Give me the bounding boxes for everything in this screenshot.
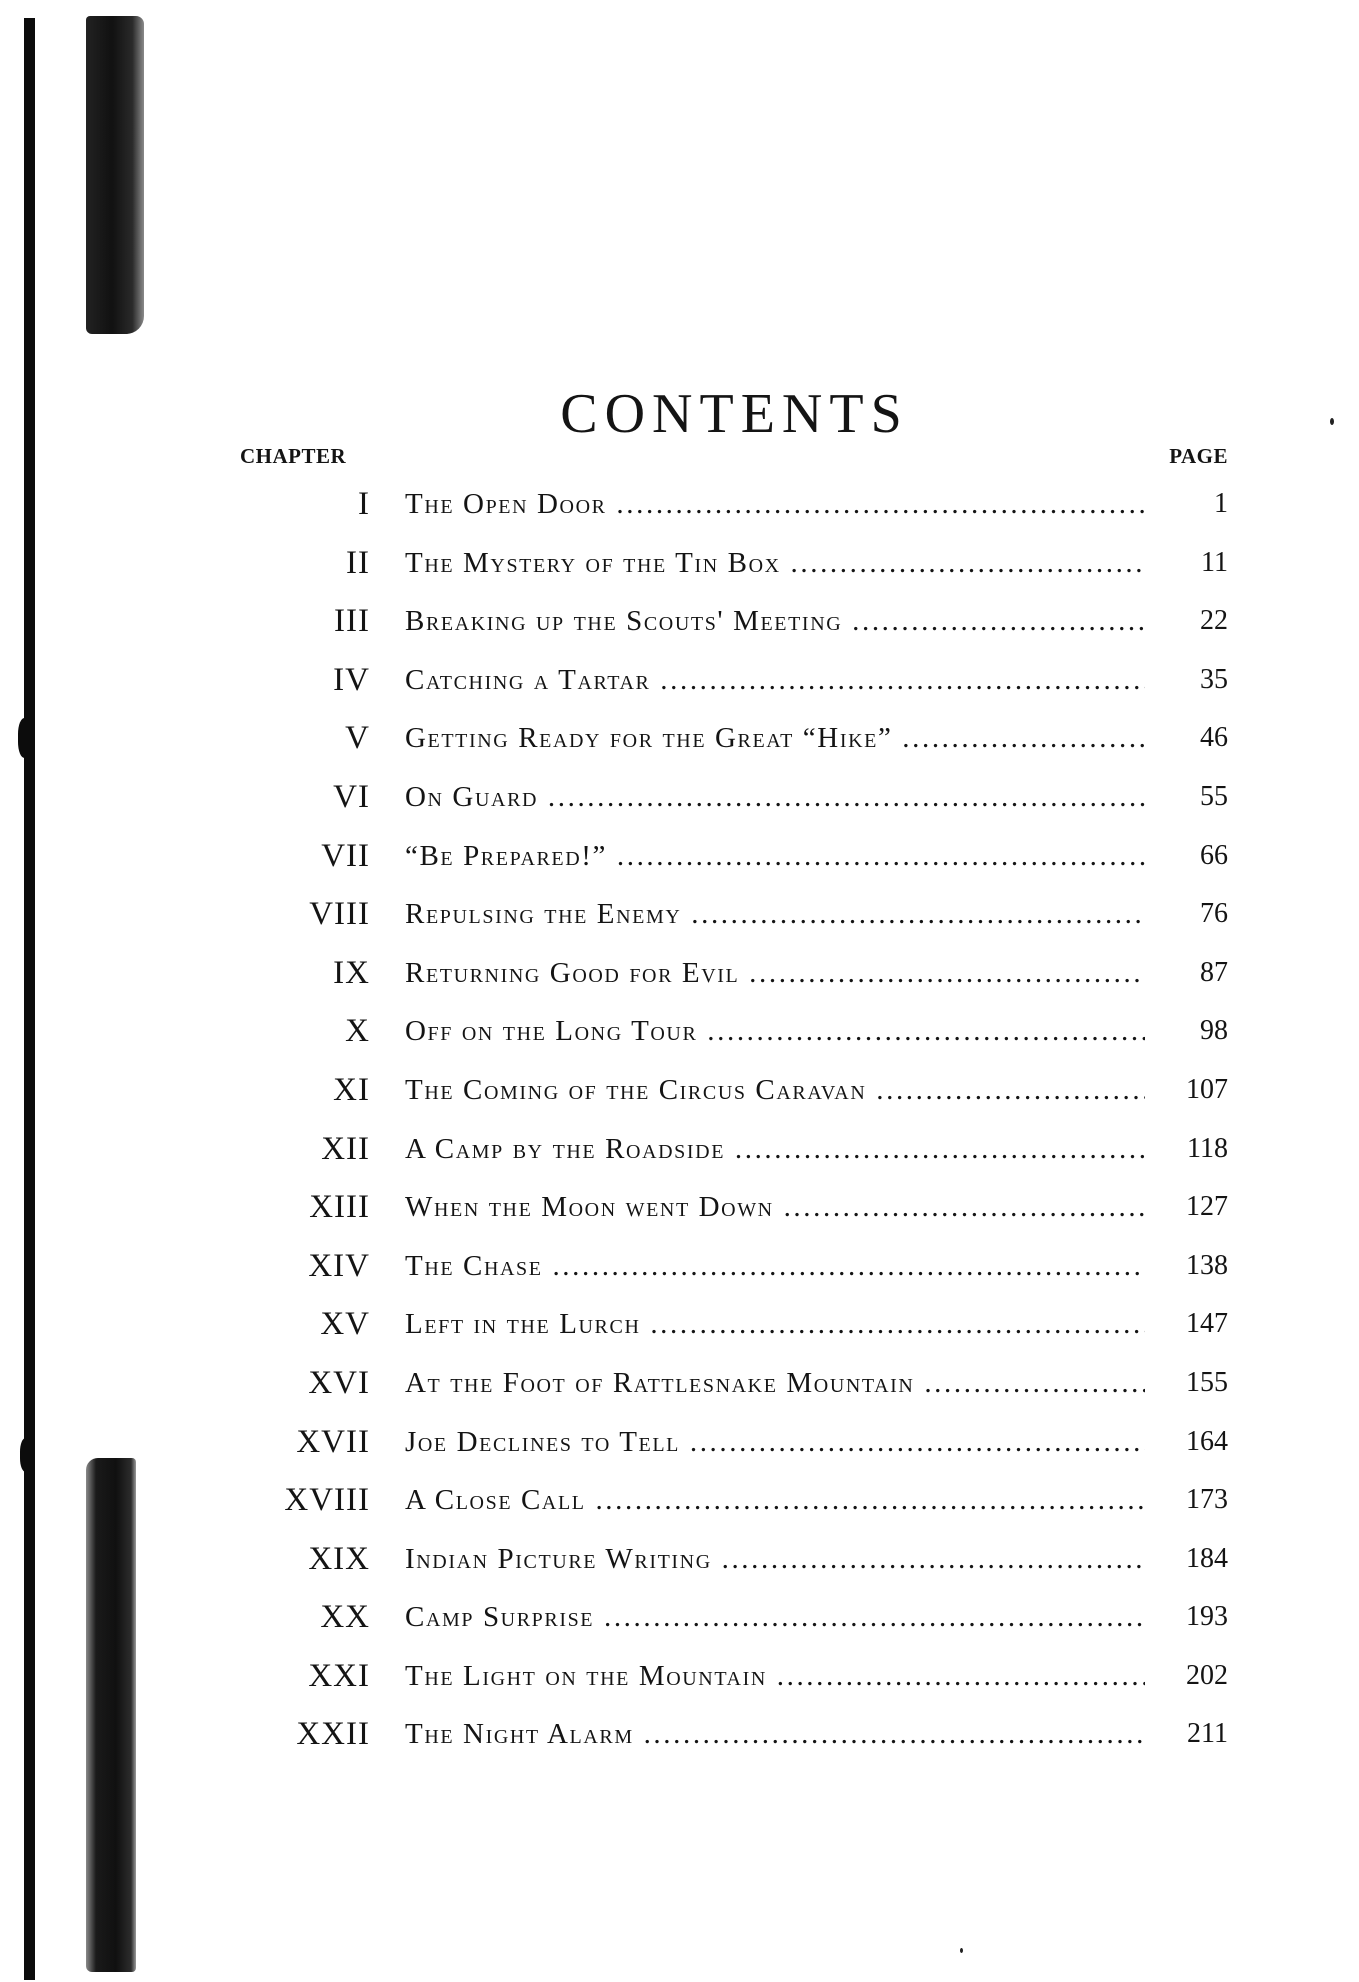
chapter-column-header: CHAPTER (240, 444, 347, 468)
page-number: 1 (1200, 482, 1228, 526)
page-number: 173 (1172, 1478, 1228, 1522)
toc-entry (0, 947, 1359, 1006)
chapter-number: VI (333, 778, 370, 815)
chapter-title: Left in the Lurch ..... (405, 1302, 1145, 1346)
toc-entry (0, 712, 1359, 771)
toc-entry (0, 654, 1359, 713)
page-number: 35 (1186, 658, 1228, 702)
chapter-title: A Close Call ..... (405, 1478, 1145, 1522)
page-number: 184 (1172, 1537, 1228, 1581)
toc-entry (0, 1123, 1359, 1182)
chapter-title: Catching a Tartar ..... (405, 658, 1145, 702)
page-number: 127 (1172, 1185, 1228, 1229)
chapter-title: The Chase ..... (405, 1244, 1145, 1288)
chapter-title: At the Foot of Rattlesnake Mountain ..... (405, 1361, 1145, 1405)
chapter-number: VII (321, 837, 370, 874)
page-number: 46 (1186, 716, 1228, 760)
page-number: 164 (1172, 1420, 1228, 1464)
page-number: 76 (1186, 892, 1228, 936)
chapter-title: When the Moon went Down ..... (405, 1185, 1145, 1229)
page-number: 22 (1186, 599, 1228, 643)
toc-entry (0, 1357, 1359, 1416)
page-number: 107 (1172, 1068, 1228, 1112)
chapter-number: II (346, 544, 370, 581)
page-number: 211 (1173, 1712, 1228, 1756)
toc-entry (0, 537, 1359, 596)
scan-smudge-top (86, 16, 144, 334)
toc-entry (0, 1005, 1359, 1064)
chapter-number: XV (320, 1306, 370, 1343)
chapter-number: I (358, 486, 370, 522)
chapter-number: IX (333, 954, 370, 991)
toc-entry (0, 771, 1359, 830)
toc-entry (0, 1474, 1359, 1533)
page-column-header: PAGE (1169, 444, 1228, 468)
chapter-number: VIII (309, 896, 370, 933)
toc-entry (0, 1650, 1359, 1709)
toc-entry (0, 1416, 1359, 1475)
toc-entry (0, 1181, 1359, 1240)
chapter-title: The Coming of the Circus Caravan ..... (405, 1068, 1145, 1112)
toc-entry (0, 478, 1359, 537)
page-number: 155 (1172, 1361, 1228, 1405)
chapter-title: Camp Surprise ..... (405, 1595, 1145, 1639)
chapter-number: III (334, 603, 370, 640)
chapter-title: The Mystery of the Tin Box ..... (405, 541, 1145, 585)
chapter-number: XVIII (284, 1482, 370, 1519)
chapter-title: Off on the Long Tour ..... (405, 1009, 1145, 1053)
toc-entry (0, 1591, 1359, 1650)
table-of-contents (0, 478, 1359, 1767)
toc-entry (0, 1064, 1359, 1123)
page-number: 11 (1187, 541, 1228, 585)
chapter-title: “Be Prepared!” ..... (405, 834, 1145, 878)
page-number: 55 (1186, 775, 1228, 819)
chapter-title: Returning Good for Evil ..... (405, 951, 1145, 995)
page-number: 118 (1173, 1127, 1228, 1171)
scan-speck (960, 1948, 963, 1953)
chapter-number: XVII (296, 1423, 370, 1460)
toc-entry (0, 830, 1359, 889)
chapter-number: XIV (308, 1247, 370, 1284)
chapter-title: Indian Picture Writing ..... (405, 1537, 1145, 1581)
chapter-number: XX (320, 1599, 370, 1636)
chapter-number: XIII (309, 1189, 370, 1226)
toc-entry (0, 1240, 1359, 1299)
chapter-title: The Night Alarm ..... (405, 1712, 1145, 1756)
page-number: 147 (1172, 1302, 1228, 1346)
page-number: 66 (1186, 834, 1228, 878)
toc-entry (0, 595, 1359, 654)
chapter-number: IV (333, 661, 370, 698)
chapter-number: XXI (308, 1657, 370, 1694)
chapter-number: XIX (308, 1540, 370, 1577)
page-number: 98 (1186, 1009, 1228, 1053)
chapter-title: Breaking up the Scouts' Meeting ..... (405, 599, 1145, 643)
toc-entry (0, 1533, 1359, 1592)
chapter-title: The Light on the Mountain ..... (405, 1654, 1145, 1698)
chapter-number: XVI (308, 1364, 370, 1401)
chapter-title: The Open Door ..... (405, 482, 1145, 526)
chapter-title: On Guard ..... (405, 775, 1145, 819)
chapter-title: Repulsing the Enemy ..... (405, 892, 1145, 936)
chapter-number: X (345, 1013, 370, 1050)
page-number: 202 (1172, 1654, 1228, 1698)
chapter-number: XII (321, 1130, 370, 1167)
page-title: CONTENTS (560, 382, 909, 445)
chapter-title: Joe Declines to Tell ..... (405, 1420, 1145, 1464)
page-number: 138 (1172, 1244, 1228, 1288)
chapter-number: XI (333, 1071, 370, 1108)
toc-entry (0, 1708, 1359, 1767)
chapter-title: A Camp by the Roadside ..... (405, 1127, 1145, 1171)
toc-entry (0, 1298, 1359, 1357)
toc-entry (0, 888, 1359, 947)
page-number: 87 (1186, 951, 1228, 995)
chapter-number: XXII (296, 1716, 370, 1753)
page-number: 193 (1172, 1595, 1228, 1639)
chapter-number: V (345, 720, 370, 757)
chapter-title: Getting Ready for the Great “Hike” ..... (405, 716, 1145, 760)
